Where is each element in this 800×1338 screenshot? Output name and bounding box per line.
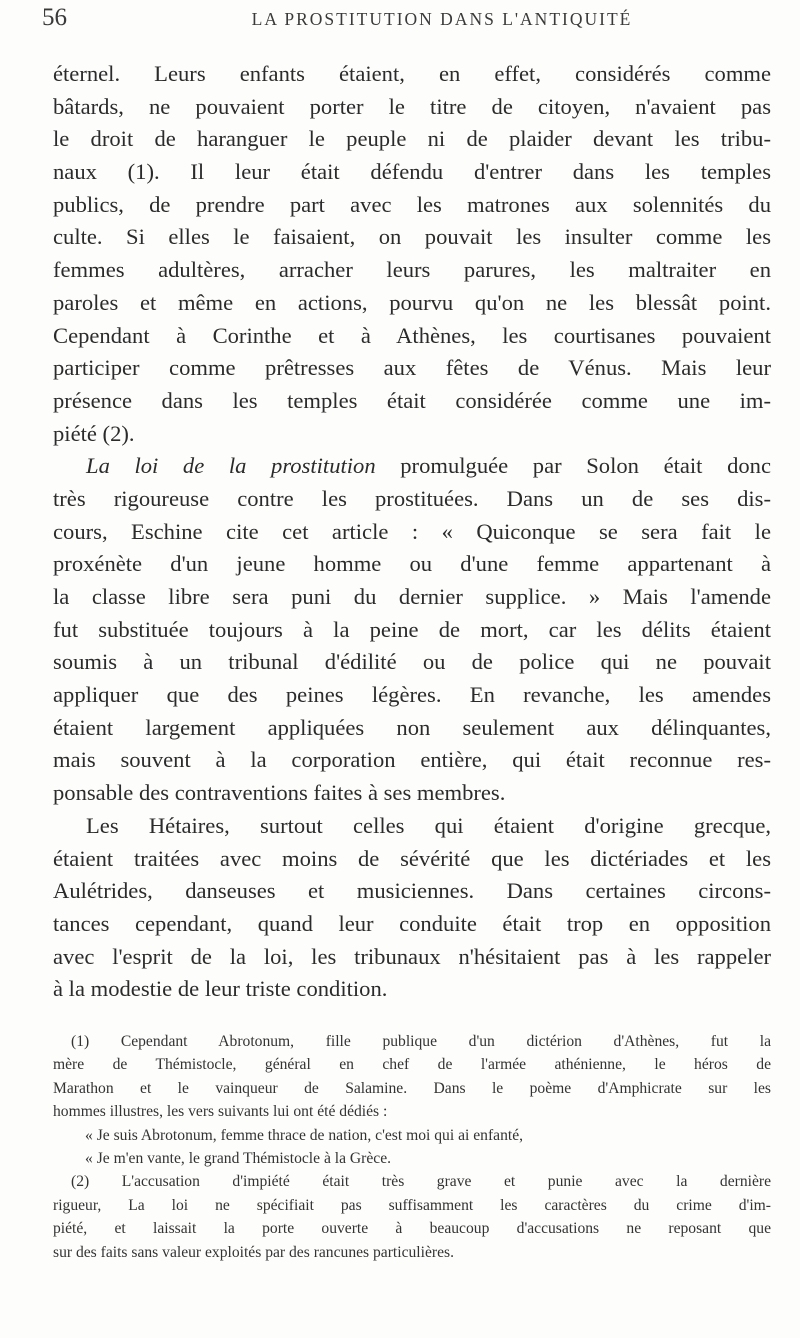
footnote-1-line: hommes illustres, les vers suivants lui ont été dédiés :	[53, 1103, 388, 1121]
text-line: bâtards, ne pouvaient porter le titre de citoyen, n'avaient pas	[53, 93, 771, 119]
page-number: 56	[42, 4, 67, 31]
footnote-verse-line: « Je m'en vante, le grand Thémistocle à la Grèce.	[85, 1149, 392, 1167]
text-line: étaient largement appliquées non seulement aux délinquantes,	[53, 714, 771, 740]
main-text	[53, 58, 771, 1006]
running-title: LA PROSTITUTION DANS L'ANTIQUITÉ	[251, 9, 633, 29]
text-fragment: promulguée par Solon était donc	[375, 453, 771, 479]
text-line: participer comme prêtresses aux fêtes de Vénus. Mais leur	[53, 355, 771, 381]
text-line: éternel. Leurs enfants étaient, en effet, considérés comme	[53, 61, 771, 86]
text-line: Cependant à Corinthe et à Athènes, les courtisanes pouvaient	[53, 322, 771, 348]
text-line: naux (1). Il leur était défendu d'entrer dans les temples	[53, 159, 771, 185]
text-line: femmes adultères, arracher leurs parures, les maltraiter en	[53, 257, 771, 283]
footnotes	[53, 1030, 771, 1264]
text-line: culte. Si elles le faisaient, on pouvait les insulter comme les	[53, 224, 771, 250]
text-line: étaient traitées avec moins de sévérité que les dictériades et les	[53, 845, 771, 871]
text-line: Les Hétaires, surtout celles qui étaient d'origine grecque,	[86, 812, 771, 838]
text-line: cours, Eschine cite cet article : « Quiconque se sera fait le	[53, 518, 771, 544]
footnote-verse-line: « Je suis Abrotonum, femme thrace de nation, c'est moi qui ai enfanté,	[85, 1126, 524, 1144]
text-line: publics, de prendre part avec les matrones aux solennités du	[53, 191, 771, 217]
footnote-1-line: Marathon et le vainqueur de Salamine. Dans le poème d'Amphicrate sur les	[53, 1079, 771, 1097]
paragraph-2-first-line	[53, 450, 771, 483]
footnote-1-line: mère de Thémistocle, général en chef de l'armée athénienne, le héros de	[53, 1056, 771, 1074]
footnote-2-line: piété, et laissait la porte ouverte à beaucoup d'accusations ne reposant que	[53, 1220, 771, 1238]
footnote-1-line: (1) Cependant Abrotonum, fille publique d'un dictérion d'Athènes, fut la	[71, 1033, 771, 1050]
text-line: présence dans les temples était considérée comme une im-	[53, 387, 771, 413]
text-line: très rigoureuse contre les prostituées. Dans un de ses dis-	[53, 485, 771, 511]
text-line: soumis à un tribunal d'édilité ou de police qui ne pouvait	[53, 649, 771, 675]
page-header	[42, 4, 782, 38]
footnote-2-line: sur des faits sans valeur exploités par des rancunes particulières.	[53, 1243, 454, 1261]
text-line: appliquer que des peines légères. En revanche, les amendes	[53, 682, 771, 708]
text-line: piété (2).	[53, 420, 135, 446]
text-line: fut substituée toujours à la peine de mort, car les délits étaient	[53, 616, 771, 642]
footnote-2-line: (2) L'accusation d'impiété était très grave et punie avec la dernière	[71, 1173, 771, 1191]
text-line: tances cependant, quand leur conduite était trop en opposition	[53, 910, 771, 936]
text-line: le droit de haranguer le peuple ni de plaider devant les tribu-	[53, 126, 771, 152]
text-line: la classe libre sera puni du dernier supplice. » Mais l'amende	[53, 584, 771, 609]
text-line: avec l'esprit de la loi, les tribunaux n'hésitaient pas à les rappeler	[53, 943, 771, 969]
text-line: proxénète d'un jeune homme ou d'une femme appartenant à	[53, 551, 771, 577]
text-line: à la modestie de leur triste condition.	[53, 976, 388, 1002]
text-line: paroles et même en actions, pourvu qu'on ne les blessât point.	[53, 289, 771, 315]
text-line: ponsable des contraventions faites à ses membres.	[53, 780, 506, 806]
text-line: mais souvent à la corporation entière, qui était reconnue res-	[53, 747, 771, 773]
text-line: Aulétrides, danseuses et musiciennes. Dans certaines circons-	[53, 878, 771, 904]
footnote-2-line: rigueur, La loi ne spécifiait pas suffisamment les caractères du crime d'im-	[53, 1196, 771, 1214]
italic-phrase: La loi de la prostitution	[86, 453, 376, 479]
